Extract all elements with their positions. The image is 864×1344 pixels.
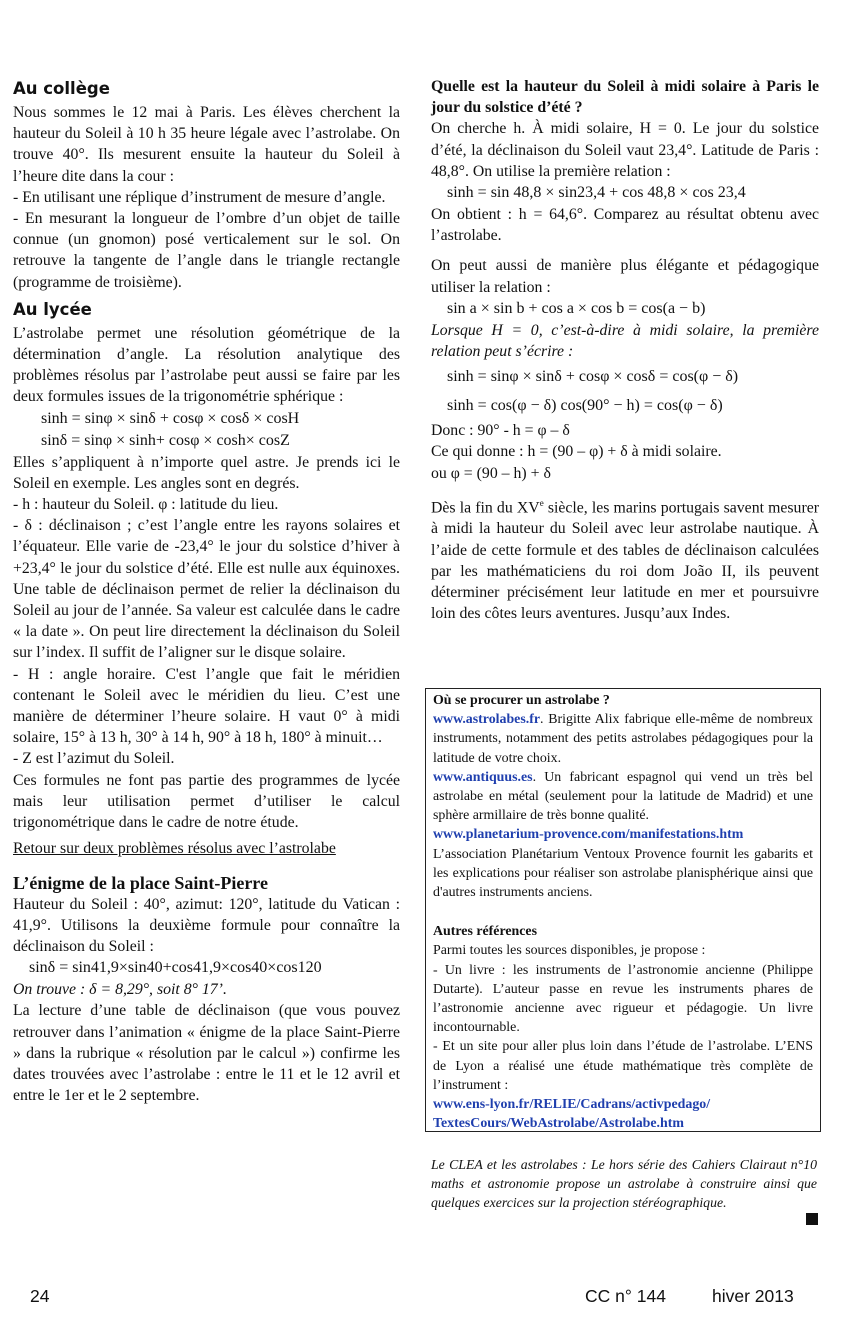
box-title: Où se procurer un astrolabe ?: [433, 693, 610, 708]
heading-au-college: Au collège: [13, 79, 110, 98]
paragraph: - En utilisant une réplique d’instrument de mesure d’angle.: [13, 188, 386, 206]
link-astrolabes[interactable]: www.astrolabes.fr: [433, 712, 541, 728]
formula-paris: sinh = sin 48,8 × sin23,4 + cos 48,8 × cos 23,4: [447, 184, 746, 202]
formula-enigme: sinδ = sin41,9×sin40+cos41,9×cos40×cos120: [29, 959, 322, 977]
paragraph: L’astrolabe permet une résolution géométrique de la détermination d’angle. La résolution analytique des problèmes résolus par l’astrolabe peut aussi se faire par les deux formules issues de la trigonométrie sphérique :: [13, 324, 400, 406]
paragraph: Nous sommes le 12 mai à Paris. Les élèves cherchent la hauteur du Soleil à 10 h 35 heure légale avec l’astrolabe. On trouve 40°. Ils mesurent ensuite la hauteur du Soleil à l’heure dite dans la cour :: [13, 104, 400, 185]
paragraph: Lorsque H = 0, c’est-à-dire à midi solaire, la première relation peut s’écrire :: [431, 321, 819, 361]
paragraph: Hauteur du Soleil : 40°, azimut: 120°, latitude du Vatican : 41,9°. Utilisons la deuxième formule pour connaître la déclinaison du Soleil :: [13, 895, 400, 955]
heading-question: Quelle est la hauteur du Soleil à midi solaire à Paris le jour du solstice d’été ?: [431, 78, 819, 117]
season-label: hiver 2013: [712, 1286, 794, 1306]
paragraph: On cherche h. À midi solaire, H = 0. Le jour du solstice d’été, la déclinaison du Soleil vaut 23,4°. Latitude de Paris : 48,8°. On utilise la première relation :: [431, 120, 819, 180]
link-antiquus[interactable]: www.antiquus.es: [433, 769, 533, 785]
formula-midi-2: sinh = cos(φ − δ) cos(90° − h) = cos(φ − δ): [447, 397, 723, 415]
box-title-2: Autres références: [433, 924, 538, 940]
paragraph: La lecture d’une table de déclinaison (que vous pouvez retrouver dans l’animation « énigme de la place Saint-Pierre » dans la rubrique « résolution par le calcul ») confirme les dates trouvées avec l’astrolabe : entre le 11 et le 12 avril et entre le 1er et le 2 septembre.: [13, 1002, 400, 1105]
text: . Brigitte Alix fabrique elle-même de nombreux instruments, notamment des petits astrolabes pédagogiques pour la latitude de votre choix.: [433, 712, 813, 766]
caption: [431, 1155, 817, 1212]
caption-text: Le CLEA et les astrolabes : Le hors série des Cahiers Clairaut n°10 maths et astronomie propose un astrolabe à construire ainsi que quelques exercices sur la projection stéréographique.: [431, 1157, 817, 1210]
box-paragraph: [433, 768, 813, 826]
formula-cos-diff: sin a × sin b + cos a × cos b = cos(a − b): [447, 299, 706, 317]
paragraph-marins: [431, 493, 819, 624]
issue-label: CC n° 144: [585, 1286, 666, 1306]
paragraph: - H : angle horaire. C'est l’angle que fait le méridien contenant le Soleil avec le méridien du lieu. C’est une manière de déterminer l’heure solaire. H vaut 0° à midi solaire, 15° à 13 h, 30° à 14 h, 90° à 18 h, 180° à minuit…: [13, 665, 400, 747]
link-ens-lyon[interactable]: www.ens-lyon.fr/RELIE/Cadrans/activpedago/ TextesCours/WebAstrolabe/Astrolabe.htm: [433, 1097, 711, 1132]
paragraph: - h : hauteur du Soleil. φ : latitude du lieu.: [13, 496, 279, 514]
paragraph: On peut aussi de manière plus élégante et pédagogique utiliser la relation :: [431, 257, 819, 296]
formula-midi-1: sinh = sinφ × sinδ + cosφ × cosδ = cos(φ − δ): [447, 368, 739, 386]
paragraph: Elles s’appliquent à n’importe quel astre. Je prends ici le Soleil en exemple. Les angles sont en degrés.: [13, 453, 400, 492]
heading-enigme: L’énigme de la place Saint-Pierre: [13, 872, 268, 893]
left-column: [13, 76, 400, 1106]
retour-link[interactable]: Retour sur deux problèmes résolus avec l’astrolabe: [13, 840, 336, 858]
box-paragraph: [433, 710, 813, 768]
paragraph: Ce qui donne : h = (90 – φ) + δ à midi solaire.: [431, 443, 722, 461]
right-column: [431, 76, 819, 624]
paragraph: Donc : 90° - h = φ – δ: [431, 422, 570, 440]
box-paragraph: - Un livre : les instruments de l’astronomie ancienne (Philippe Dutarte). L’auteur passe en revue les instruments phares de l’astronomie ancienne avec rigueur et pédagogie. Un livre incontournable.: [433, 962, 813, 1036]
paragraph: - δ : déclinaison ; c’est l’angle entre les rayons solaires et l’équateur. Elle varie de -23,4° le jour du solstice d’hiver à +23,4° le jour du solstice d’été. Elle est nulle aux équinoxes. Une table de déclinaison permet de relier la déclinaison du Soleil au jour de l’année. Sa valeur est calculée dans le cadre « la date ». On peut lire directement la déclinaison du Soleil sur l’index. Il suffit de l’aligner sur le disque solaire.: [13, 517, 400, 662]
box-paragraph: - Et un site pour aller plus loin dans l’étude de l’astrolabe. L’ENS de Lyon a réalisé une étude mathématique très complète de l’instrument :: [433, 1039, 813, 1093]
text: siècle, les marins portugais savent mesurer à midi la hauteur du Soleil avec leur astrolabe nautique. À l’aide de cette formule et des tables de déclinaison calculées par les mathématiciens du roi dom João II, ils peuvent déterminer précisément leur latitude en mer et poursuivre loin des côtes leurs aventures. Jusqu’aux Indes.: [431, 499, 819, 623]
paragraph-result: On trouve : δ = 8,29°, soit 8° 17’.: [13, 981, 227, 999]
superscript: e: [539, 497, 544, 508]
paragraph: Ces formules ne font pas partie des programmes de lycée mais leur utilisation permet d’utiliser le calcul trigonométrique dans le cadre de notre étude.: [13, 771, 400, 832]
text: Dès la fin du XV: [431, 499, 540, 517]
box-paragraph: L’association Planétarium Ventoux Provence fournit les gabarits et les explications pour réaliser son astrolabe planisphérique ainsi que d'autres instruments anciens.: [433, 846, 813, 901]
link-planetarium[interactable]: www.planetarium-provence.com/manifestations.htm: [433, 827, 744, 843]
box-paragraph: Parmi toutes les sources disponibles, je propose :: [433, 943, 706, 959]
paragraph: - En mesurant la longueur de l’ombre d’un objet de taille connue (un gnomon) posé verticalement sur le sol. On retrouve la tangente de l’angle dans le triangle rectangle (programme de troisième).: [13, 210, 400, 291]
text: . Un fabricant espagnol qui vend un très bel astrolabe en métal (seulement pour la latitude de Madrid) et une sphère armillaire de très bonne qualité.: [433, 769, 813, 824]
paragraph: ou φ = (90 – h) + δ: [431, 464, 551, 482]
page-number: 24: [30, 1286, 50, 1306]
formula-sindelta: sinδ = sinφ × sinh+ cosφ × cosh× cosZ: [41, 431, 290, 449]
paragraph: On obtient : h = 64,6°. Comparez au résultat obtenu avec l’astrolabe.: [431, 206, 819, 245]
end-square-icon: [806, 1213, 818, 1225]
paragraph: - Z est l’azimut du Soleil.: [13, 750, 175, 768]
formula-sinh: sinh = sinφ × sinδ + cosφ × cosδ × cosH: [41, 409, 300, 427]
sources-box: [425, 688, 821, 1132]
heading-au-lycee: Au lycée: [13, 299, 92, 319]
